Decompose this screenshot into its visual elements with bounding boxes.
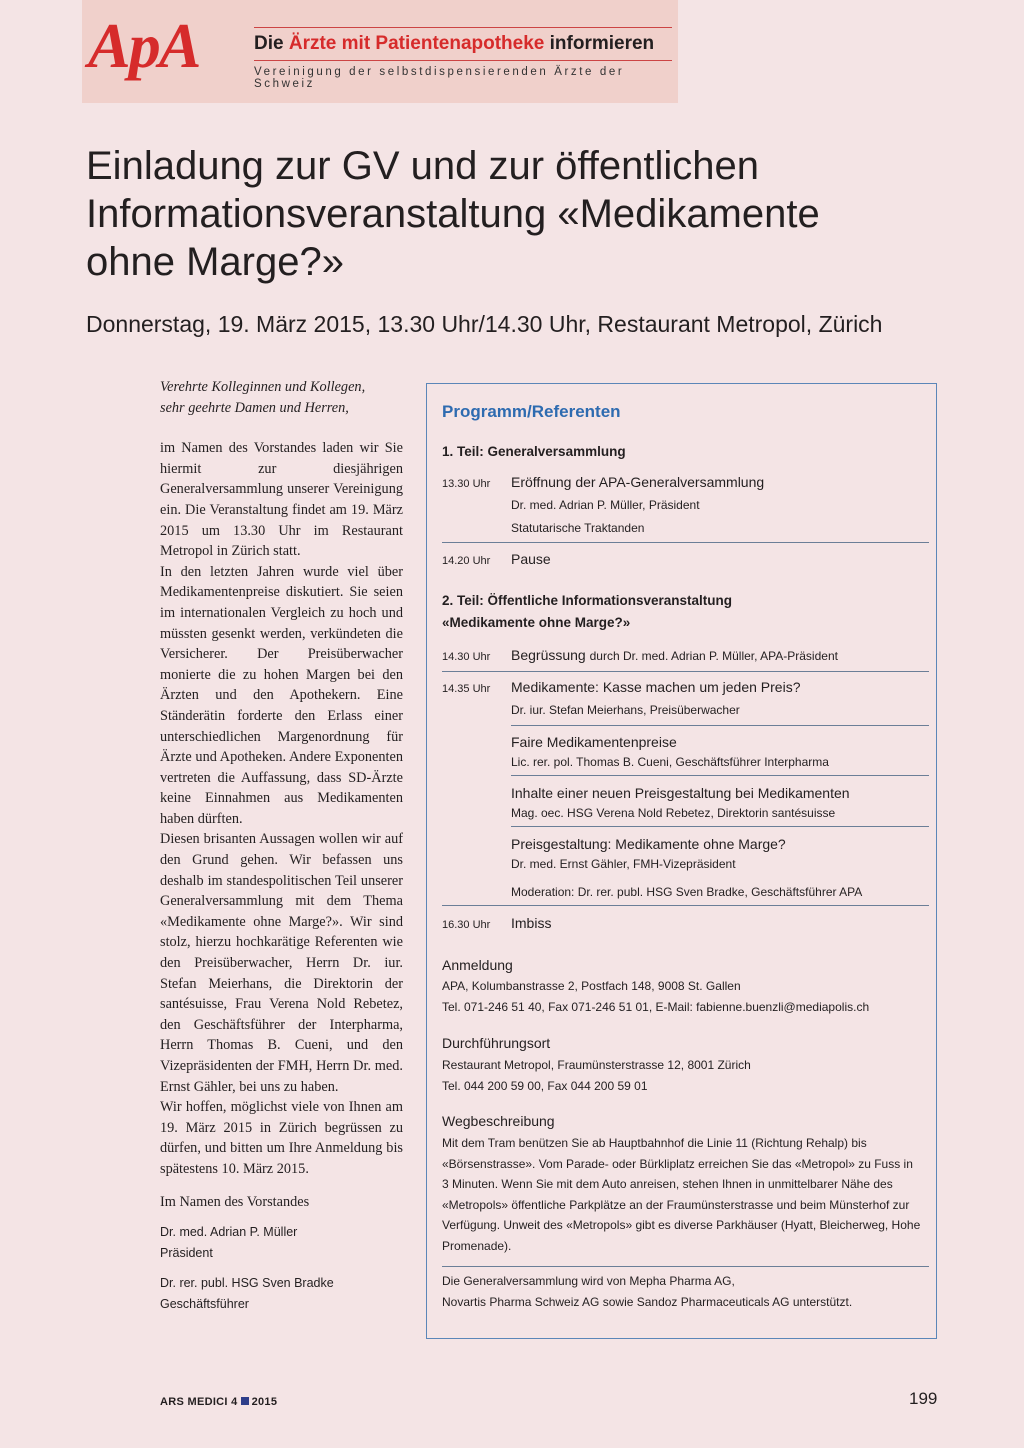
divider: [511, 725, 929, 726]
program-item-title: Preisgestaltung: Medikamente ohne Marge?: [511, 836, 786, 852]
signature-manager-name: Dr. rer. publ. HSG Sven Bradke: [160, 1276, 334, 1291]
program-item-title: Medikamente: Kasse machen um jeden Preis?: [511, 679, 801, 695]
program-time: 14.30 Uhr: [442, 651, 491, 663]
logo-title-suffix: informieren: [549, 33, 655, 54]
footer-year: 2015: [251, 1396, 278, 1408]
program-speaker: Dr. iur. Stefan Meierhans, Preisüberwacher: [511, 703, 740, 717]
headline-line-3: ohne Marge?»: [86, 240, 344, 284]
part-2-heading-line-1: 2. Teil: Öffentliche Informationsveranstaltung: [442, 593, 733, 608]
program-speaker: Lic. rer. pol. Thomas B. Cueni, Geschäftsführer Interpharma: [511, 755, 829, 769]
logo-title: [254, 33, 654, 55]
divider: [442, 542, 929, 543]
venue-address: Restaurant Metropol, Fraumünsterstrasse 12, 8001 Zürich: [442, 1058, 751, 1072]
program-time: 13.30 Uhr: [442, 478, 491, 490]
registration-details: [442, 976, 922, 1017]
signature-manager: [160, 1273, 403, 1315]
letter-paragraph-2: In den letzten Jahren wurde viel über Medikamentenpreise diskutiert. Sie seien im internationalen Vergleich zu hoch und müssten gesenkt werden, verkündeten die Versicherer. Der Preisüberwacher monierte die zu hohen Margen bei den Ärzten und den Apothekern. Eine Ständerätin forderte den Erlass einer unterschiedlichen Margenordnung für Ärzte und Apotheken. Andere Exponenten vertreten die Auffassung, dass SD-Ärzte keine Einnahmen aus Medikamenten haben dürften.: [160, 563, 403, 827]
registration-contact: Tel. 071-246 51 40, Fax 071-246 51 01, E-Mail: fabienne.buenzli@mediapolis.ch: [442, 999, 870, 1014]
program-item-title: Eröffnung der APA-Generalversammlung: [511, 474, 765, 490]
venue-heading: Durchführungsort: [442, 1035, 551, 1051]
event-date-subhead: Donnerstag, 19. März 2015, 13.30 Uhr/14.30 Uhr, Restaurant Metropol, Zürich: [86, 311, 883, 337]
divider: [511, 826, 929, 827]
sign-intro: Im Namen des Vorstandes: [160, 1193, 310, 1210]
square-icon: [241, 1397, 249, 1405]
program-time: 16.30 Uhr: [442, 919, 491, 931]
apa-logo: ApA: [88, 10, 200, 81]
signature-president-role: Präsident: [160, 1246, 213, 1261]
divider: [442, 671, 929, 672]
logo-band: [82, 0, 678, 103]
headline: [86, 142, 966, 286]
page-number: 199: [909, 1389, 938, 1408]
sponsor-note: [442, 1271, 922, 1312]
letter-paragraph-1: im Namen des Vorstandes laden wir Sie hiermit zur diesjährigen Generalversammlung unserer Vereinigung ein. Die Veranstaltung findet am 19. März 2015 um 13.30 Uhr im Restaurant Metropol in Zürich statt.: [160, 440, 403, 560]
program-speaker: Dr. med. Ernst Gähler, FMH-Vizepräsident: [511, 857, 736, 871]
registration-address: APA, Kolumbanstrasse 2, Postfach 148, 9008 St. Gallen: [442, 979, 741, 993]
divider: [442, 905, 929, 906]
part-2-heading: [442, 590, 732, 634]
part-2-heading-line-2: «Medikamente ohne Marge?»: [442, 615, 631, 630]
directions-heading: Wegbeschreibung: [442, 1113, 555, 1129]
sponsor-line-1: Die Generalversammlung wird von Mepha Pharma AG,: [442, 1274, 735, 1288]
divider: [442, 1266, 929, 1267]
greeting-line-2: sehr geehrte Damen und Herren,: [160, 399, 349, 416]
program-item-title-main: Begrüssung: [511, 647, 586, 663]
invitation-letter: [160, 377, 403, 1315]
program-agenda-note: Statutarische Traktanden: [511, 521, 645, 535]
sponsor-line-2: Novartis Pharma Schweiz AG sowie Sandoz Pharmaceuticals AG unterstützt.: [442, 1294, 853, 1309]
program-speaker: Mag. oec. HSG Verena Nold Rebetez, Direktorin santésuisse: [511, 806, 836, 820]
headline-line-2: Informationsveranstaltung «Medikamente: [86, 192, 820, 236]
program-time: 14.20 Uhr: [442, 555, 491, 567]
program-item-title: Imbiss: [511, 915, 552, 931]
program-time: 14.35 Uhr: [442, 683, 491, 695]
letter-paragraph-3: Diesen brisanten Aussagen wollen wir auf den Grund gehen. Wir befassen uns deshalb im standespolitischen Teil unserer Generalversammlung mit dem Thema «Medikamente ohne Marge?». Wir sind stolz, hierzu hochkarätige Referenten wie den Preisüberwacher, Herrn Dr. iur. Stefan Meierhans, die Direktorin der santésuisse, Frau Verena Nold Rebetez, den Geschäftsführer der Interpharma, Herrn Thomas B. Cueni, und den Vizepräsidenten der FMH, Herrn Dr. med. Ernst Gähler, bei uns zu haben.: [160, 831, 403, 1095]
signature-president-name: Dr. med. Adrian P. Müller: [160, 1225, 298, 1240]
greeting-line-1: Verehrte Kolleginnen und Kollegen,: [160, 379, 366, 395]
logo-title-highlight: Ärzte mit Patientenapotheke: [288, 33, 545, 54]
logo-subtitle: Vereinigung der selbstdispensierenden Ärzte der Schweiz: [254, 66, 625, 90]
logo-title-prefix: Die: [254, 33, 284, 54]
program-title: Programm/Referenten: [442, 402, 621, 421]
logo-rule-top: [254, 27, 672, 28]
greeting: [160, 377, 403, 418]
signature-manager-role: Geschäftsführer: [160, 1297, 249, 1312]
headline-line-1: Einladung zur GV und zur öffentlichen: [86, 144, 760, 188]
divider: [511, 775, 929, 776]
registration-heading: Anmeldung: [442, 957, 513, 973]
signature-president: [160, 1222, 403, 1264]
program-item-title: Pause: [511, 551, 551, 567]
program-speaker: Dr. med. Adrian P. Müller, Präsident: [511, 498, 700, 512]
program-item-title: [511, 647, 838, 663]
program-item-title: Inhalte einer neuen Preisgestaltung bei Medikamenten: [511, 785, 850, 801]
venue-contact: Tel. 044 200 59 00, Fax 044 200 59 01: [442, 1078, 648, 1093]
footer-journal: [160, 1396, 277, 1408]
directions-text: Mit dem Tram benützen Sie ab Hauptbahnhof die Linie 11 (Richtung Rehalp) bis «Börsenstrasse». Vom Parade- oder Bürkliplatz erreichen Sie das «Metropol» zu Fuss in 3 Minuten. Wenn Sie mit dem Auto anreisen, stehen Ihnen in unmittelbarer Nähe des «Metropols» öffentliche Parkplätze an der Fraumünsterstrasse und beim Münsterhof zur Verfügung. Unweit des «Metropols» gibt es diverse Parkhäuser (Hyatt, Bleicherweg, Hohe Promenade).: [442, 1136, 921, 1253]
program-item-title-detail: durch Dr. med. Adrian P. Müller, APA-Präsident: [589, 649, 838, 663]
venue-details: [442, 1055, 922, 1096]
part-1-heading: 1. Teil: Generalversammlung: [442, 444, 626, 459]
logo-rule-bottom: [254, 60, 672, 61]
letter-paragraph-4: Wir hoffen, möglichst viele von Ihnen am 19. März 2015 in Zürich begrüssen zu dürfen, und bitten um Ihre Anmeldung bis spätestens 10. März 2015.: [160, 1099, 403, 1177]
program-item-title: Faire Medikamentenpreise: [511, 734, 677, 750]
program-moderation: Moderation: Dr. rer. publ. HSG Sven Bradke, Geschäftsführer APA: [511, 885, 863, 899]
footer-journal-name: ARS MEDICI 4: [160, 1396, 238, 1408]
program-box: [426, 383, 937, 1339]
